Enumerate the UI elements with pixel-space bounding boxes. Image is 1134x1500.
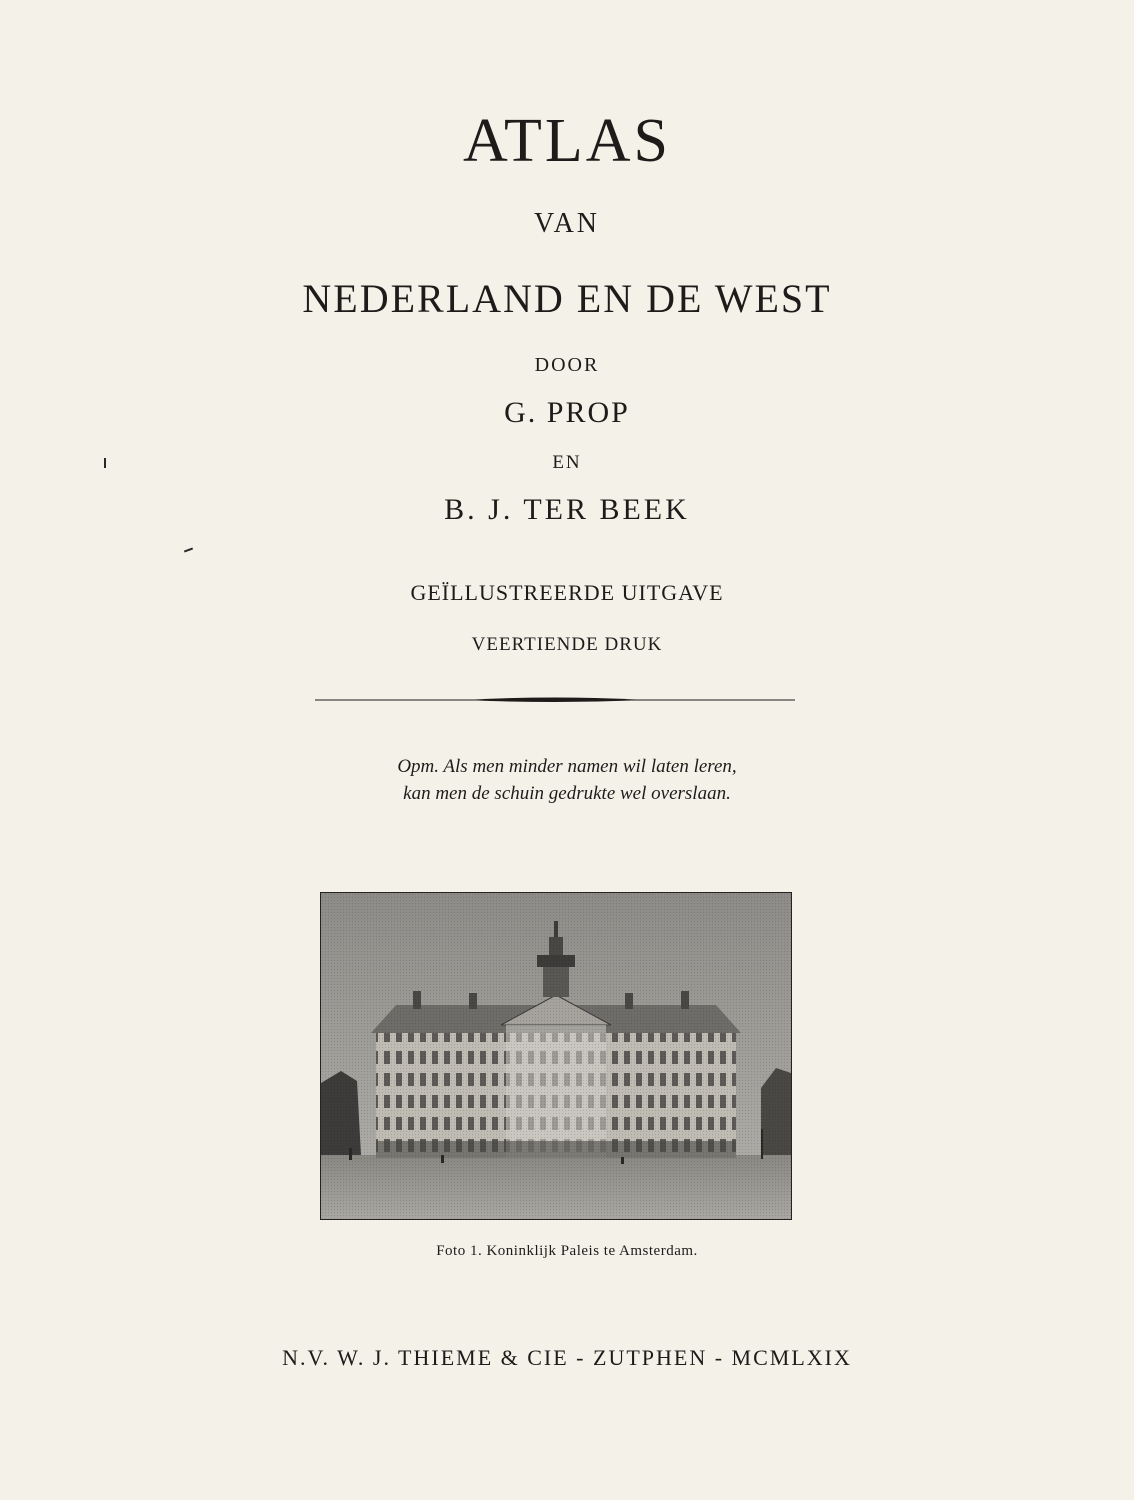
decorative-rule <box>315 690 795 710</box>
author-conjunction: EN <box>552 452 582 473</box>
note-line-1: Opm. Als men minder namen wil laten leren, <box>397 756 737 777</box>
author-1: G. PROP <box>504 396 630 429</box>
note-line-2: kan men de schuin gedrukte wel overslaan. <box>403 783 731 804</box>
by-line: DOOR <box>534 354 600 376</box>
edition-label: GEÏLLUSTREERDE UITGAVE <box>410 580 724 605</box>
photo-caption: Foto 1. Koninklijk Paleis te Amsterdam. <box>436 1243 698 1259</box>
book-title: ATLAS <box>463 107 671 175</box>
palace-illustration <box>321 893 791 1219</box>
print-speck <box>184 548 193 553</box>
book-subtitle: NEDERLAND EN DE WEST <box>302 276 832 321</box>
publisher-line: N.V. W. J. THIEME & CIE - ZUTPHEN - MCMLXIX <box>282 1345 852 1370</box>
printing-label: VEERTIENDE DRUK <box>471 634 663 655</box>
author-2: B. J. TER BEEK <box>444 493 690 526</box>
title-preposition: VAN <box>533 208 601 239</box>
print-speck <box>104 458 106 468</box>
palace-photo <box>320 892 792 1220</box>
